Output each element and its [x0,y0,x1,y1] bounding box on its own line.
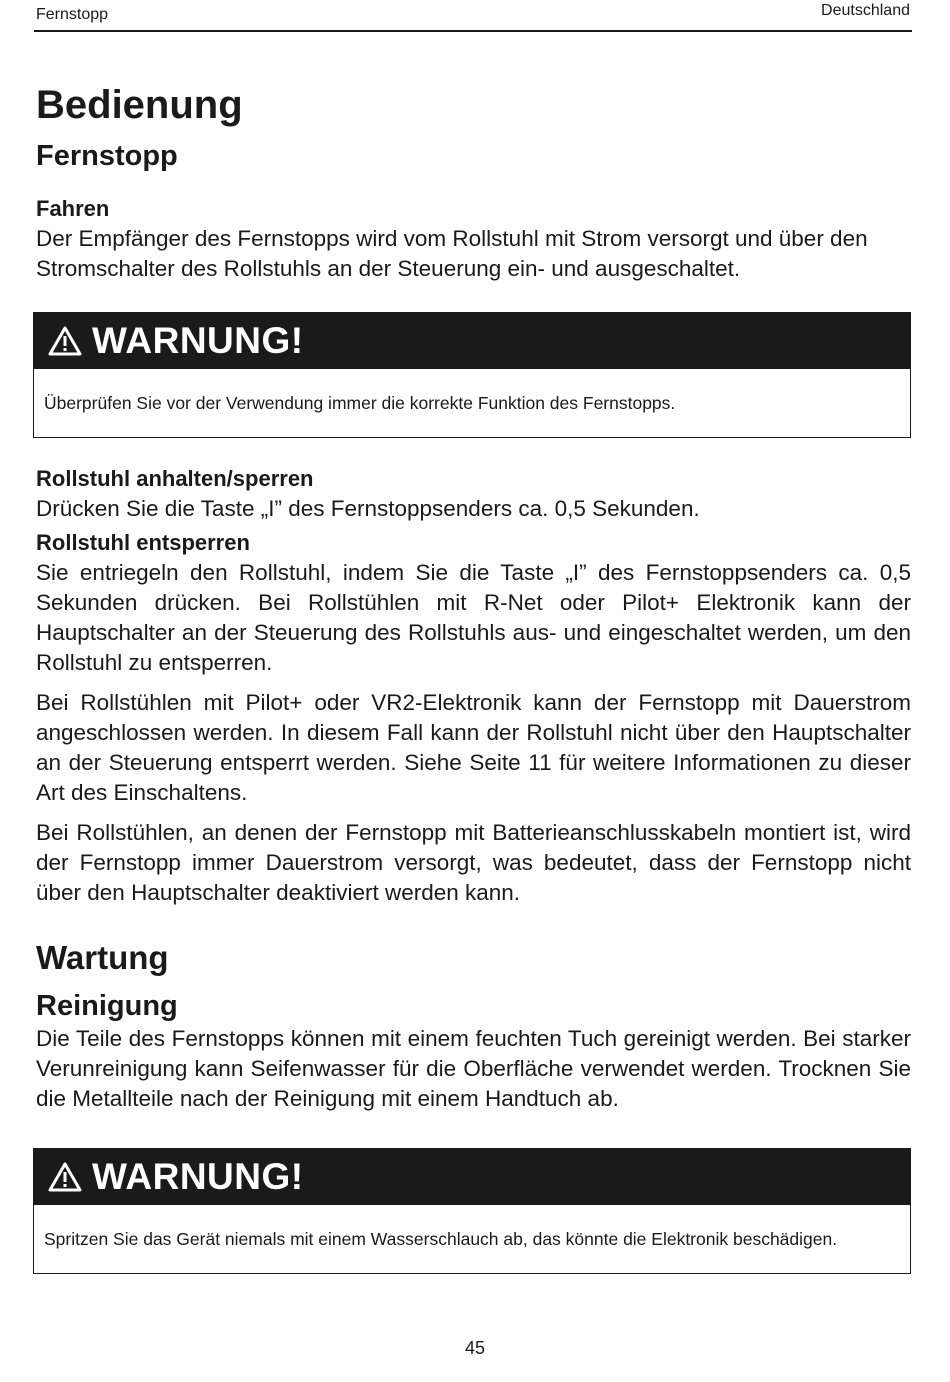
page-content [36,80,911,1274]
warning-triangle-icon [48,1162,82,1192]
page-number: 45 [464,1338,486,1358]
paragraph-entsperren: Sie entriegeln den Rollstuhl, indem Sie die Taste „I” des Fernstoppsenders ca. 0,5 Sekunden drücken. Bei Rollstühlen mit R-Net oder Pilot+ Elektronik kann der Hauptschalter an der Steuerung des Rollstuhls aus- und eingeschaltet werden, um den Rollstuhl zu entsperren. [36,560,911,675]
paragraph-anhalten: Drücken Sie die Taste „I” des Fernstoppsenders ca. 0,5 Sekunden. [36,496,700,521]
paragraph-batterie: Bei Rollstühlen, an denen der Fernstopp mit Batterieanschlusskabeln montiert ist, wird der Fernstopp immer Dauerstrom versorgt, was bedeutet, dass der Fernstopp nicht über den Hauptschalter deaktiviert werden kann. [36,820,911,905]
header-section-title: Fernstopp [36,6,109,23]
warning-text: Spritzen Sie das Gerät niemals mit einem Wasserschlauch ab, das könnte die Elektronik beschädigen. [44,1228,838,1249]
page-title: Bedienung [36,83,243,127]
warning-box-2 [33,1148,911,1274]
paragraph-fahren: Der Empfänger des Fernstopps wird vom Rollstuhl mit Strom versorgt und über den Stromschalter des Rollstuhls an der Steuerung ein- und ausgeschaltet. [36,226,868,281]
section-heading-fernstopp: Fernstopp [36,140,178,172]
subheading-fahren: Fahren [36,196,110,221]
warning-label: WARNUNG! [92,320,304,361]
warning-text: Überprüfen Sie vor der Verwendung immer die korrekte Funktion des Fernstopps. [44,392,676,413]
header-language: Deutschland [821,2,910,19]
subheading-entsperren: Rollstuhl entsperren [36,530,250,555]
subheading-reinigung: Reinigung [36,990,178,1022]
page-header [34,0,912,32]
warning-bar [34,1149,910,1205]
warning-triangle-icon [48,326,82,356]
warning-label: WARNUNG! [92,1156,304,1197]
paragraph-dauerstrom: Bei Rollstühlen mit Pilot+ oder VR2-Elektronik kann der Fernstopp mit Dauerstrom angeschlossen werden. In diesem Fall kann der Rollstuhl nicht über den Hauptschalter an der Steuerung entsperrt werden. Siehe Seite 11 für weitere Informationen zu dieser Art des Einschaltens. [36,690,911,805]
warning-bar [34,313,910,369]
subheading-anhalten: Rollstuhl anhalten/sperren [36,466,314,491]
warning-box-1 [33,312,911,438]
paragraph-reinigung: Die Teile des Fernstopps können mit einem feuchten Tuch gereinigt werden. Bei starker Verunreinigung kann Seifenwasser für die Oberfläche verwendet werden. Trocknen Sie die Metallteile nach der Reinigung mit einem Handtuch ab. [36,1026,911,1111]
section-heading-wartung: Wartung [36,939,169,976]
